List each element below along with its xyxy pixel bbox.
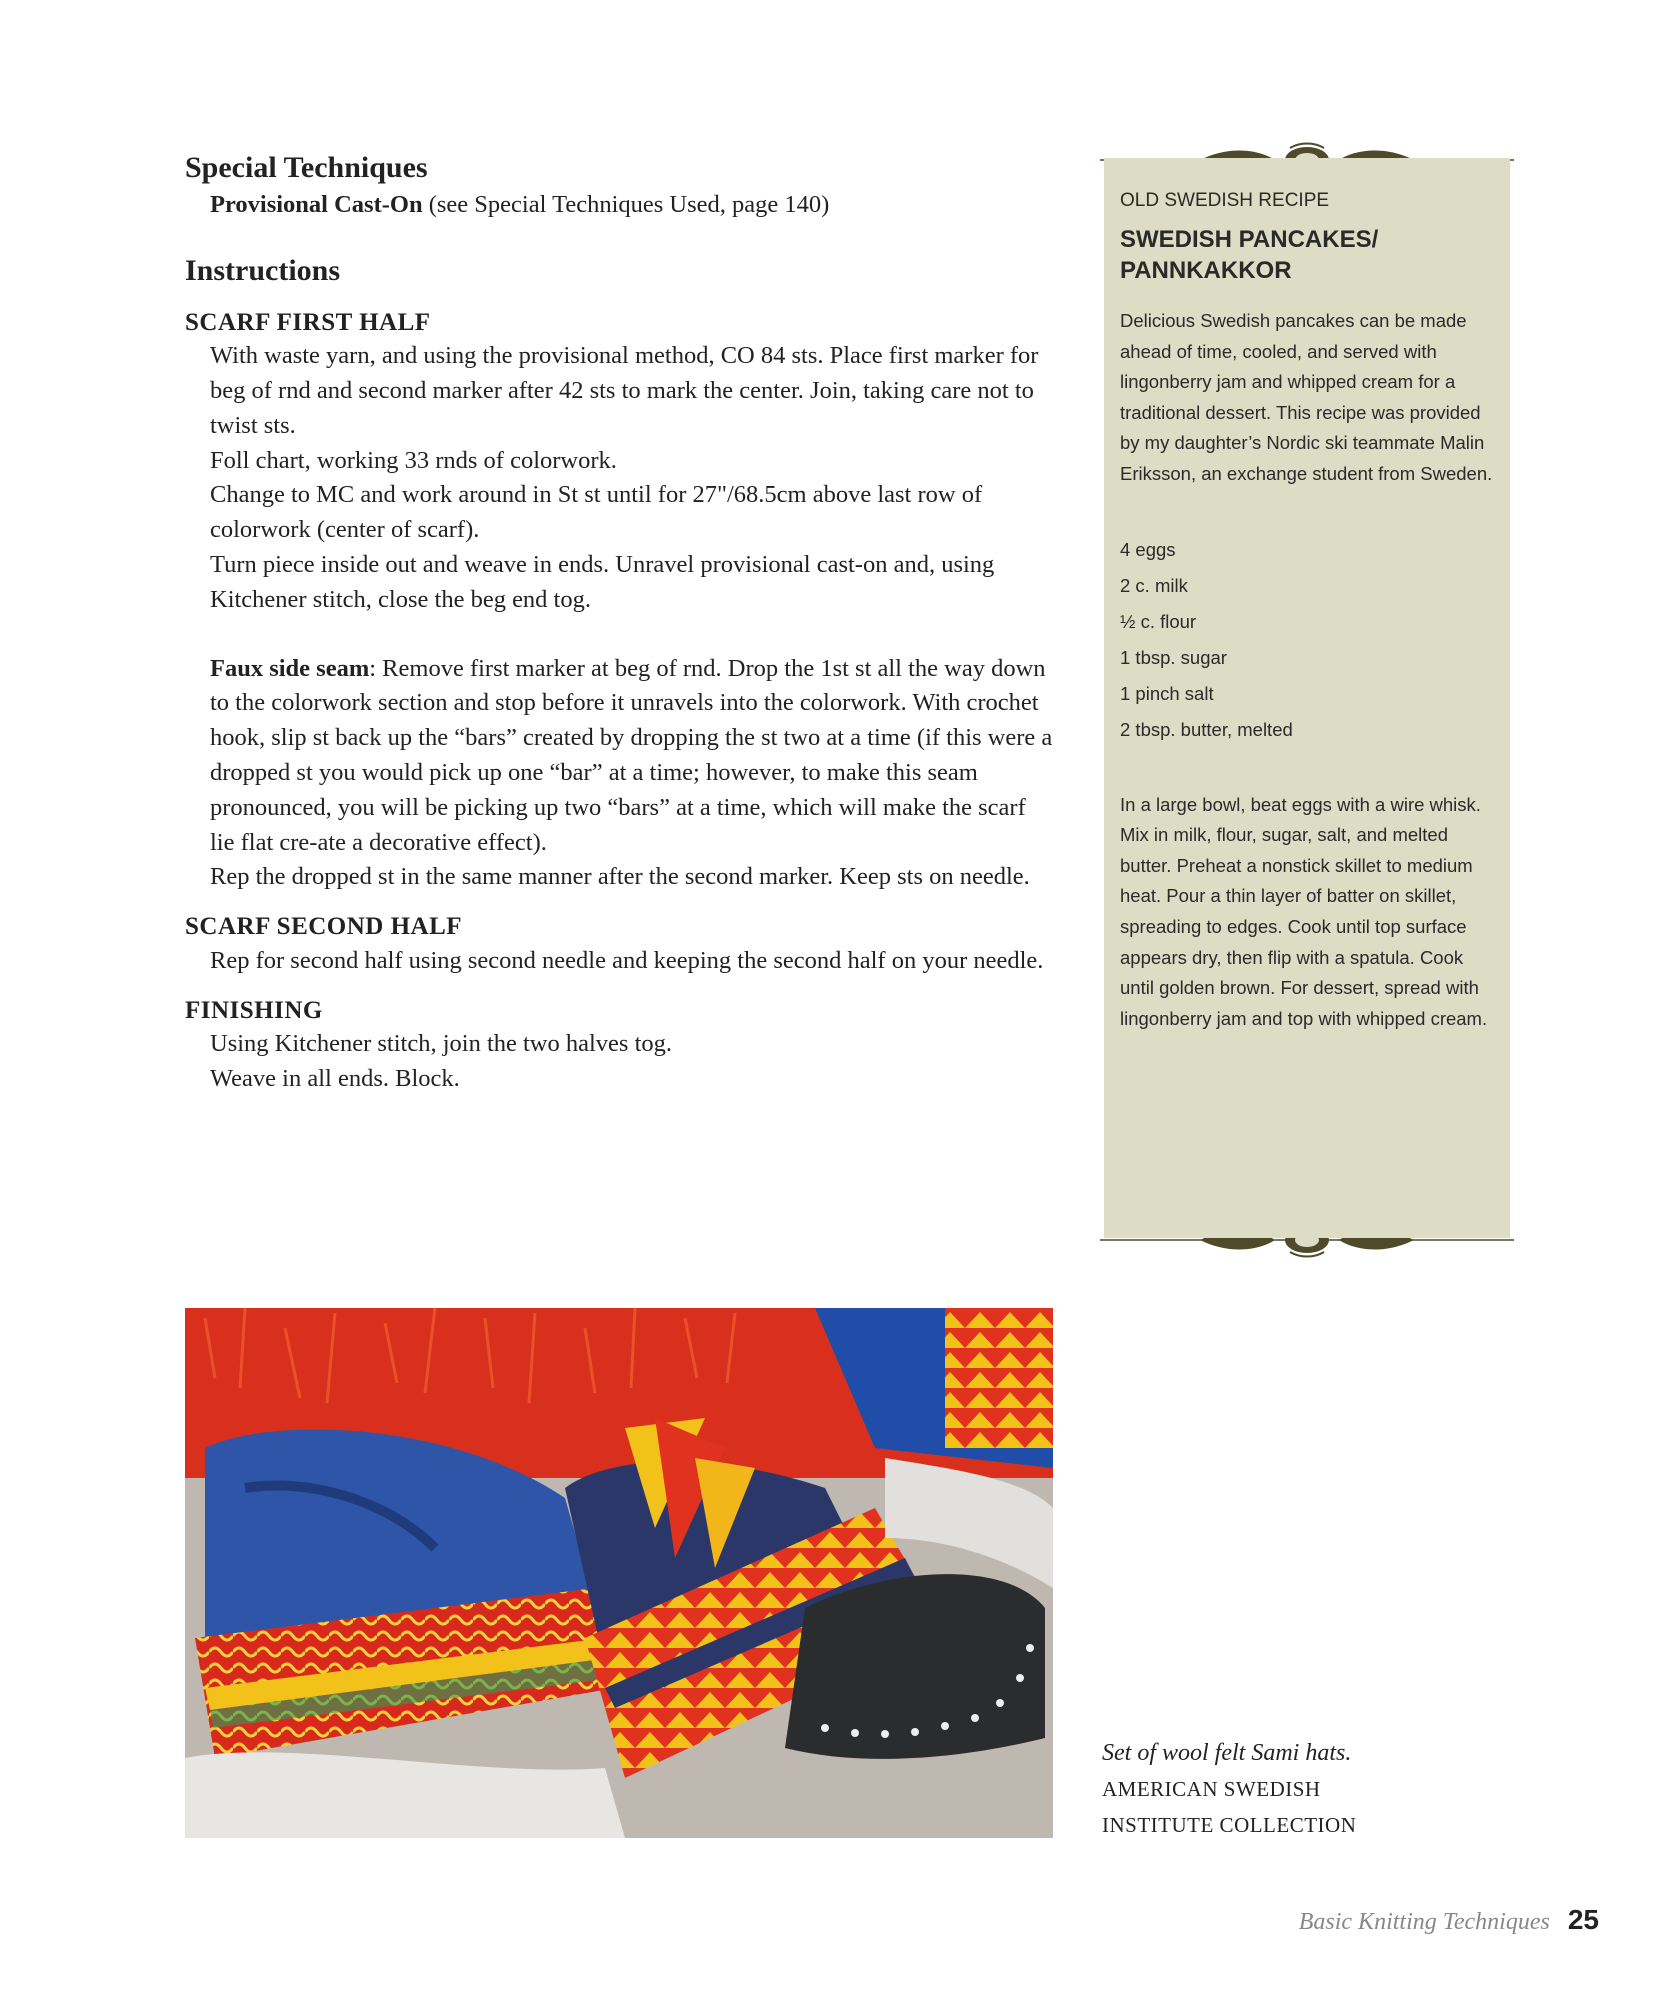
finishing-line: Weave in all ends. Block. <box>210 1064 460 1092</box>
faux-side-seam-text: : Remove first marker at beg of rnd. Drop the 1st st all the way down to the colorwork section and stop before it unravels into the colorwork. With crochet hook, slip st back up the “bars” created by dropping the st two at a time (if this were a dropped st you would pick up one “bar” at a time; however, to make this seam pronounced, you will be picking up two “bars” at a time, which will make the scarf lie flat cre-ate a decorative effect). <box>210 654 1053 856</box>
instruction-paragraph: Turn piece inside out and weave in ends. Unravel provisional cast-on and, using Kitchener stitch, close the beg end tog. <box>210 551 995 613</box>
ingredient-item: 1 pinch salt <box>1120 682 1214 704</box>
scarf-second-half-heading: SCARF SECOND HALF <box>185 913 463 941</box>
faux-side-seam-paragraph <box>210 652 1055 861</box>
ingredient-item: ½ c. flour <box>1120 610 1197 632</box>
page-footer <box>1299 1904 1599 1936</box>
recipe-sidebar <box>1104 158 1510 1238</box>
provisional-cast-on-term: Provisional Cast-On <box>210 191 423 218</box>
caption-description: Set of wool felt Sami hats. <box>1102 1740 1352 1766</box>
sami-hats-image <box>185 1308 1053 1838</box>
rep-dropped-st-paragraph: Rep the dropped st in the same manner after the second marker. Keep sts on needle. <box>210 863 1030 891</box>
footer-section-title: Basic Knitting Techniques <box>1298 1909 1550 1935</box>
recipe-kicker: OLD SWEDISH RECIPE <box>1120 190 1330 211</box>
ingredient-item: 2 tbsp. butter, melted <box>1120 718 1293 740</box>
caption-credit-line2: INSTITUTE COLLECTION <box>1102 1813 1357 1837</box>
sami-hats-photo <box>185 1308 1053 1838</box>
photo-caption <box>1102 1735 1442 1843</box>
instructions-heading: Instructions <box>185 253 341 287</box>
caption-credit-line1: AMERICAN SWEDISH <box>1102 1777 1321 1801</box>
page-number: 25 <box>1567 1904 1599 1935</box>
special-techniques-heading: Special Techniques <box>185 151 428 184</box>
scarf-first-half-heading: SCARF FIRST HALF <box>185 308 431 336</box>
faux-side-seam-term: Faux side seam <box>210 654 370 682</box>
main-column <box>185 150 1055 1097</box>
recipe-method: In a large bowl, beat eggs with a wire whisk. Mix in milk, flour, sugar, salt, and melted butter. Preheat a nonstick skillet to medium heat. Pour a thin layer of batter on skillet, spreading to edges. Cook until top surface appears dry, then flip with a spatula. Cook until golden brown. For dessert, spread with lingonberry jam and top with whipped cream. <box>1120 793 1488 1029</box>
instruction-paragraph: Foll chart, working 33 rnds of colorwork. <box>210 446 617 474</box>
finishing-line: Using Kitchener stitch, join the two halves tog. <box>210 1030 673 1058</box>
finishing-heading: FINISHING <box>185 996 323 1024</box>
ingredient-item: 2 c. milk <box>1120 574 1188 596</box>
recipe-title: SWEDISH PANCAKES/ PANNKAKKOR <box>1120 226 1379 284</box>
provisional-cast-on-line <box>210 188 1055 223</box>
recipe-intro: Delicious Swedish pancakes can be made ahead of time, cooled, and served with lingonberry jam and whipped cream for a traditional dessert. This recipe was provided by my daughter’s Nordic ski teammate Malin Eriksson, an exchange student from Sweden. <box>1120 310 1493 484</box>
ingredient-item: 1 tbsp. sugar <box>1120 646 1227 668</box>
provisional-cast-on-ref: (see Special Techniques Used, page 140) <box>422 191 830 218</box>
instruction-paragraph: With waste yarn, and using the provisional method, CO 84 sts. Place first marker for beg of rnd and second marker after 42 sts to mark the center. Join, taking care not to twist sts. <box>210 342 1039 439</box>
ingredient-item: 4 eggs <box>1120 538 1176 560</box>
instruction-paragraph: Change to MC and work around in St st until for 27"/68.5cm above last row of colorwork (center of scarf). <box>210 481 983 544</box>
ingredient-list <box>1120 532 1500 748</box>
second-half-paragraph: Rep for second half using second needle and keeping the second half on your needle. <box>210 946 1044 974</box>
